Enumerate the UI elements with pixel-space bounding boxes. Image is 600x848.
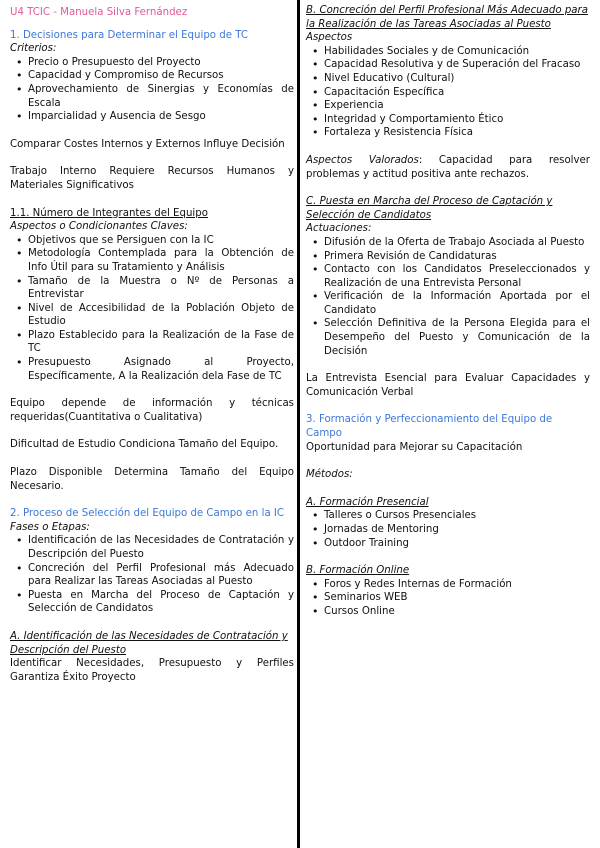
- section-1-1-heading: 1.1. Número de Integrantes del Equipo: [10, 207, 208, 219]
- list-item: • Verificación de la Información Aportada por el Candidato: [324, 290, 590, 317]
- actuaciones-label: Actuaciones:: [306, 223, 372, 235]
- list-item: • Cursos Online: [324, 605, 590, 619]
- list-item: • Tamaño de la Muestra o Nº de Personas a Entrevistar: [28, 275, 294, 302]
- formacion-presencial-heading: A. Formación Presencial: [306, 496, 429, 508]
- section-2-heading: 2. Proceso de Selección del Equipo de Campo en la IC: [10, 508, 285, 520]
- list-item: • Puesta en Marcha del Proceso de Captación y Selección de Candidatos: [28, 589, 294, 616]
- b-aspectos-label: Aspectos: [306, 32, 353, 44]
- list-item: • Metodología Contemplada para la Obtención de Info Útil para su Tratamiento y Análisis: [28, 247, 294, 274]
- subsection-a-heading: A. Identificación de las Necesidades de Contratación y Descripción del Puesto: [10, 630, 288, 656]
- left-column: [10, 4, 294, 684]
- online-list: [306, 578, 590, 619]
- list-item: • Presupuesto Asignado al Proyecto, Específicamente, A la Realización dela Fase de TC: [28, 356, 294, 383]
- formacion-online-heading: B. Formación Online: [306, 565, 410, 577]
- fases-label: Fases o Etapas:: [10, 521, 90, 533]
- list-item: • Fortaleza y Resistencia Física: [324, 126, 590, 140]
- subsection-b-heading: B. Concreción del Perfil Profesional Más Adecuado para la Realización de las Tareas Asociadas al Puesto: [306, 5, 588, 30]
- list-item: • Habilidades Sociales y de Comunicación: [324, 45, 590, 59]
- presencial-list: [306, 509, 590, 550]
- list-item: • Nivel de Accesibilidad de la Población Objeto de Estudio: [28, 302, 294, 329]
- right-column: [306, 4, 590, 619]
- document-title: U4 TCIC - Manuela Silva Fernández: [10, 7, 188, 18]
- list-item: • Primera Revisión de Candidaturas: [324, 250, 590, 264]
- column-divider: [297, 0, 300, 848]
- list-item: • Foros y Redes Internas de Formación: [324, 578, 590, 592]
- section-1-heading: 1. Decisiones para Determinar el Equipo de TC: [10, 29, 248, 41]
- aspectos-list: [10, 234, 294, 384]
- b-aspectos-list: [306, 45, 590, 140]
- list-item: • Plazo Establecido para la Realización de la Fase de TC: [28, 329, 294, 356]
- list-item: • Nivel Educativo (Cultural): [324, 72, 590, 86]
- paragraph-entrevista: La Entrevista Esencial para Evaluar Capacidades y Comunicación Verbal: [306, 373, 590, 398]
- list-item: • Objetivos que se Persiguen con la IC: [28, 234, 294, 248]
- list-item: • Talleres o Cursos Presenciales: [324, 509, 590, 523]
- paragraph-equipo: Equipo depende de información y técnicas requeridas(Cuantitativa o Cualitativa): [10, 398, 294, 423]
- fases-list: [10, 534, 294, 616]
- list-item: • Outdoor Training: [324, 537, 590, 551]
- subsection-c-heading: C. Puesta en Marcha del Proceso de Captación y Selección de Candidatos: [306, 196, 553, 221]
- valorados-label: Aspectos Valorados: [306, 154, 419, 166]
- aspectos-label: Aspectos o Condicionantes Claves:: [10, 221, 188, 233]
- list-item: • Imparcialidad y Ausencia de Sesgo: [28, 110, 294, 124]
- list-item: • Capacidad Resolutiva y de Superación del Fracaso: [324, 58, 590, 72]
- list-item: • Integridad y Comportamiento Ético: [324, 113, 590, 127]
- actuaciones-list: [306, 236, 590, 358]
- paragraph-valorados: Aspectos Valorados: Capacidad para resolver problemas y actitud positiva ante rechazos.: [306, 154, 590, 180]
- criterios-label: Criterios:: [10, 43, 57, 55]
- paragraph-oportunidad: Oportunidad para Mejorar su Capacitación: [306, 441, 523, 453]
- list-item: • Contacto con los Candidatos Preseleccionados y Realización de una Entrevista Personal: [324, 263, 590, 290]
- paragraph-comparar: Comparar Costes Internos y Externos Influye Decisión: [10, 138, 285, 150]
- list-item: • Seminarios WEB: [324, 591, 590, 605]
- criterios-list: [10, 56, 294, 124]
- list-item: • Aprovechamiento de Sinergias y Economías de Escala: [28, 83, 294, 110]
- section-3-heading: 3. Formación y Perfeccionamiento del Equipo de Campo: [306, 414, 553, 440]
- list-item: • Capacidad y Compromiso de Recursos: [28, 69, 294, 83]
- list-item: • Selección Definitiva de la Persona Elegida para el Desempeño del Puesto y Comunicación de la Decisión: [324, 317, 590, 358]
- metodos-label: Métodos:: [306, 469, 353, 481]
- list-item: • Jornadas de Mentoring: [324, 523, 590, 537]
- paragraph-dificultad: Dificultad de Estudio Condiciona Tamaño del Equipo.: [10, 439, 279, 451]
- list-item: • Difusión de la Oferta de Trabajo Asociada al Puesto: [324, 236, 590, 250]
- list-item: • Capacitación Específica: [324, 86, 590, 100]
- paragraph-trabajo: Trabajo Interno Requiere Recursos Humanos y Materiales Significativos: [10, 166, 294, 191]
- list-item: • Experiencia: [324, 99, 590, 113]
- list-item: • Identificación de las Necesidades de Contratación y Descripción del Puesto: [28, 534, 294, 561]
- paragraph-plazo: Plazo Disponible Determina Tamaño del Equipo Necesario.: [10, 467, 294, 492]
- list-item: • Precio o Presupuesto del Proyecto: [28, 56, 294, 70]
- list-item: • Concreción del Perfil Profesional más Adecuado para Realizar las Tareas Asociadas al Puesto: [28, 562, 294, 589]
- paragraph-a: Identificar Necesidades, Presupuesto y Perfiles Garantiza Éxito Proyecto: [10, 658, 294, 683]
